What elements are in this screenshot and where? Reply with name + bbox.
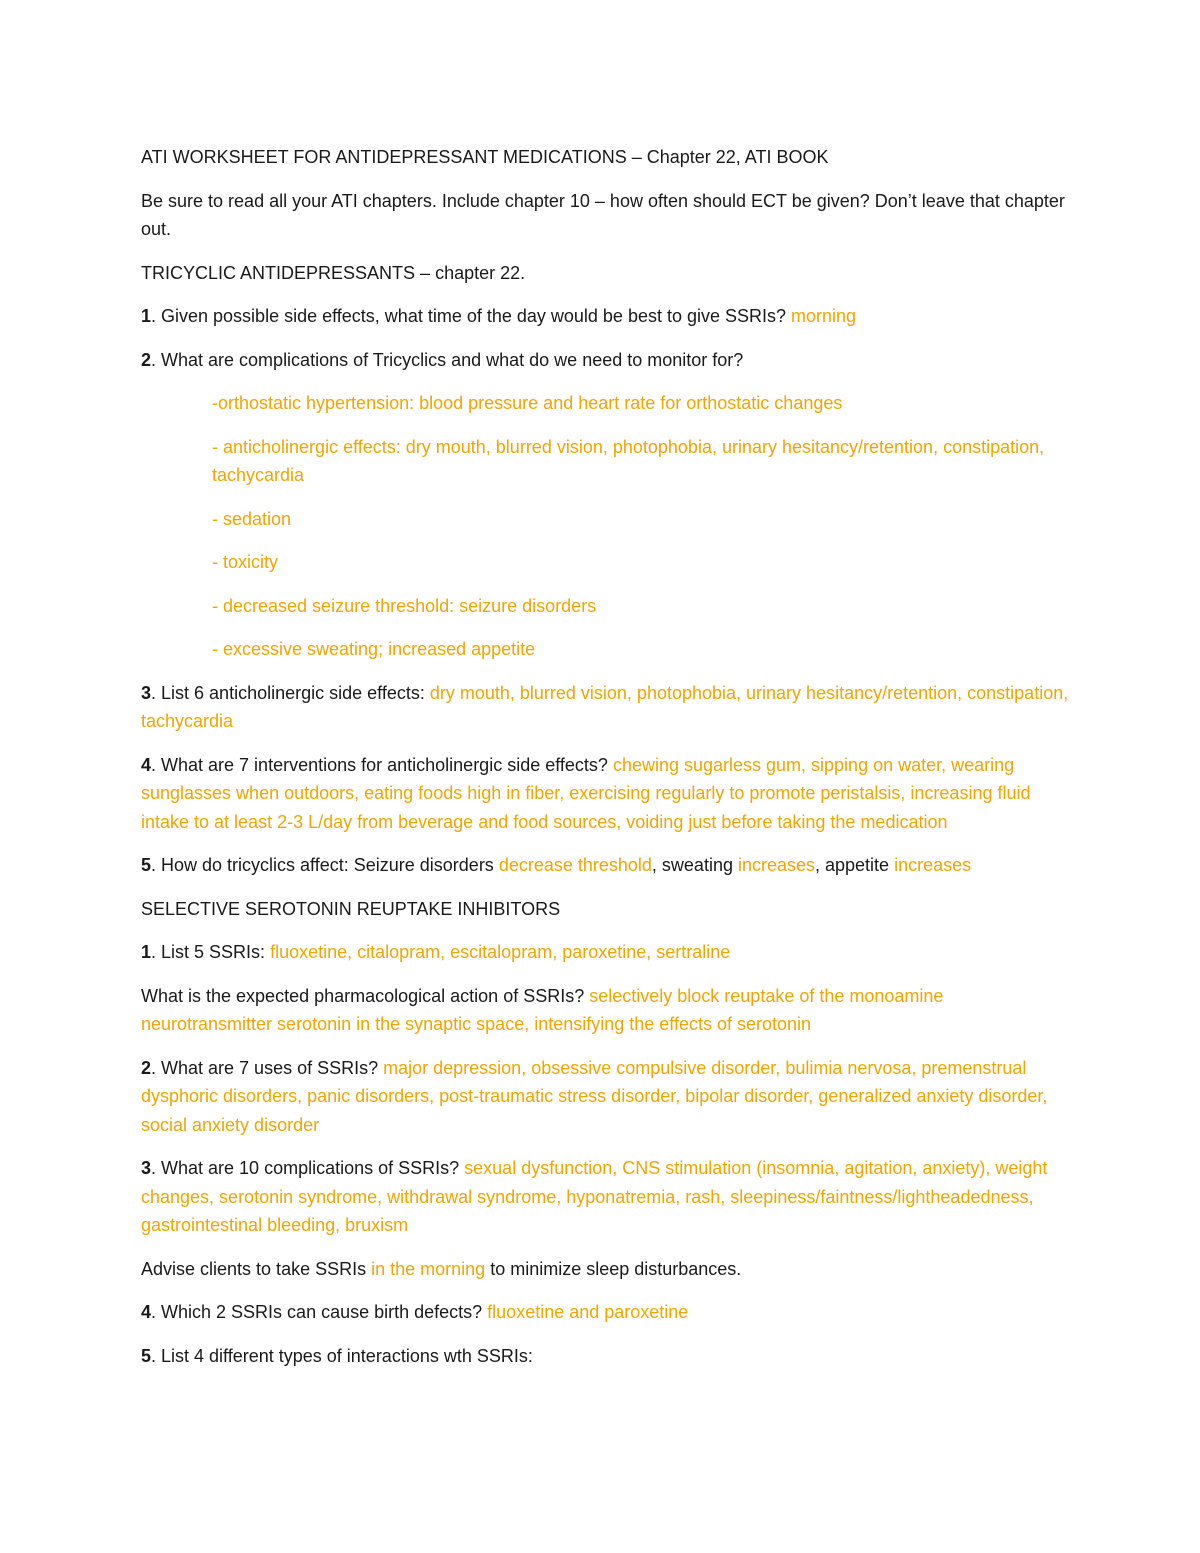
ssri-heading: SELECTIVE SEROTONIN REUPTAKE INHIBITORS (141, 898, 561, 919)
tca-question-4 (141, 751, 1071, 837)
tca-complication-item: - sedation (212, 508, 292, 529)
tca-complication-item: -orthostatic hypertension: blood pressure and heart rate for orthostatic changes (212, 393, 843, 413)
ssri-question-5 (141, 1342, 1071, 1371)
question-text: . Which 2 SSRIs can cause birth defects? (151, 1302, 488, 1322)
answer-text: chewing sugarless gum, sipping on water, wearing sunglasses when outdoors, eating foods high in fiber, exercising regularly to promote peristalsis, increasing fluid intake to at least 2-3 L/day from beverage and food sources, voiding just before taking the medication (141, 754, 1031, 832)
answer-text: decrease threshold (498, 855, 652, 875)
answer-text: selectively block reuptake of the monoamine neurotransmitter serotonin in the synaptic space, intensifying the effects of serotonin (141, 985, 944, 1034)
question-text: . List 6 anticholinergic side effects: (151, 682, 430, 703)
question-text: . List 5 SSRIs: (151, 942, 271, 962)
question-text: , appetite (815, 855, 895, 875)
tca-question-1 (141, 302, 1071, 331)
question-text: What is the expected pharmacological action of SSRIs? (141, 985, 590, 1006)
tca-question-3 (141, 679, 1071, 736)
question-number: 3 (141, 1158, 152, 1178)
question-number: 5 (141, 855, 152, 875)
tricyclic-heading: TRICYCLIC ANTIDEPRESSANTS – chapter 22. (141, 262, 526, 283)
ssri-question-3 (141, 1154, 1071, 1240)
answer-text: in the morning (371, 1258, 486, 1279)
tca-complication-item: - excessive sweating; increased appetite (212, 639, 536, 659)
question-text: . List 4 different types of interactions wth SSRIs: (151, 1345, 533, 1366)
question-number: 1 (141, 306, 152, 326)
statement-text: Advise clients to take SSRIs (141, 1258, 372, 1279)
tca-complication-item: - decreased seizure threshold: seizure disorders (212, 595, 597, 616)
question-number: 5 (141, 1345, 152, 1366)
ssri-question-2 (141, 1054, 1071, 1140)
ssri-action-question (141, 982, 1071, 1039)
ssri-question-1 (141, 938, 1071, 967)
answer-text: dry mouth, blurred vision, photophobia, urinary hesitancy/retention, constipation, tachycardia (141, 682, 1069, 731)
answer-text: increases (737, 855, 816, 875)
question-number: 4 (141, 1302, 152, 1322)
answer-text: sexual dysfunction, CNS stimulation (insomnia, agitation, anxiety), weight changes, serotonin syndrome, withdrawal syndrome, hyponatremia, rash, sleepiness/faintness/lightheadedness, gastrointestinal bleeding, bruxism (141, 1158, 1048, 1235)
question-number: 4 (141, 754, 152, 775)
question-text: . What are 7 interventions for anticholinergic side effects? (151, 754, 613, 775)
question-text: . How do tricyclics affect: Seizure disorders (151, 855, 499, 875)
question-text: , sweating (651, 855, 738, 875)
answer-text: fluoxetine and paroxetine (487, 1302, 689, 1322)
answer-text: morning (791, 306, 857, 326)
answer-text: increases (894, 855, 972, 875)
ssri-question-4 (141, 1298, 1071, 1327)
worksheet-title: ATI WORKSHEET FOR ANTIDEPRESSANT MEDICATIONS – Chapter 22, ATI BOOK (141, 147, 829, 167)
tca-question-2 (141, 346, 1071, 375)
question-number: 2 (141, 349, 152, 370)
question-text: . Given possible side effects, what time of the day would be best to give SSRIs? (151, 306, 792, 326)
tca-complication-item: - toxicity (212, 552, 279, 572)
question-number: 2 (141, 1057, 152, 1078)
question-text: . What are 7 uses of SSRIs? (151, 1057, 384, 1078)
question-number: 3 (141, 682, 152, 703)
answer-text: fluoxetine, citalopram, escitalopram, paroxetine, sertraline (270, 942, 731, 962)
answer-text: major depression, obsessive compulsive disorder, bulimia nervosa, premenstrual dysphoric disorders, panic disorders, post-traumatic stress disorder, bipolar disorder, generalized anxiety disorder, social anxiety disorder (141, 1057, 1048, 1135)
tca-question-5 (141, 851, 1071, 880)
question-number: 1 (141, 942, 152, 962)
statement-text: to minimize sleep disturbances. (485, 1258, 742, 1279)
question-text: . What are 10 complications of SSRIs? (151, 1158, 465, 1178)
ssri-advise-statement (141, 1255, 1071, 1284)
document-body (141, 143, 1071, 1370)
intro-paragraph: Be sure to read all your ATI chapters. Include chapter 10 – how often should ECT be given? Don’t leave that chapter out. (141, 190, 1065, 239)
tca-complication-item: - anticholinergic effects: dry mouth, blurred vision, photophobia, urinary hesitancy/retention, constipation, tachycardia (212, 436, 1045, 485)
question-text: . What are complications of Tricyclics and what do we need to monitor for? (151, 349, 744, 370)
